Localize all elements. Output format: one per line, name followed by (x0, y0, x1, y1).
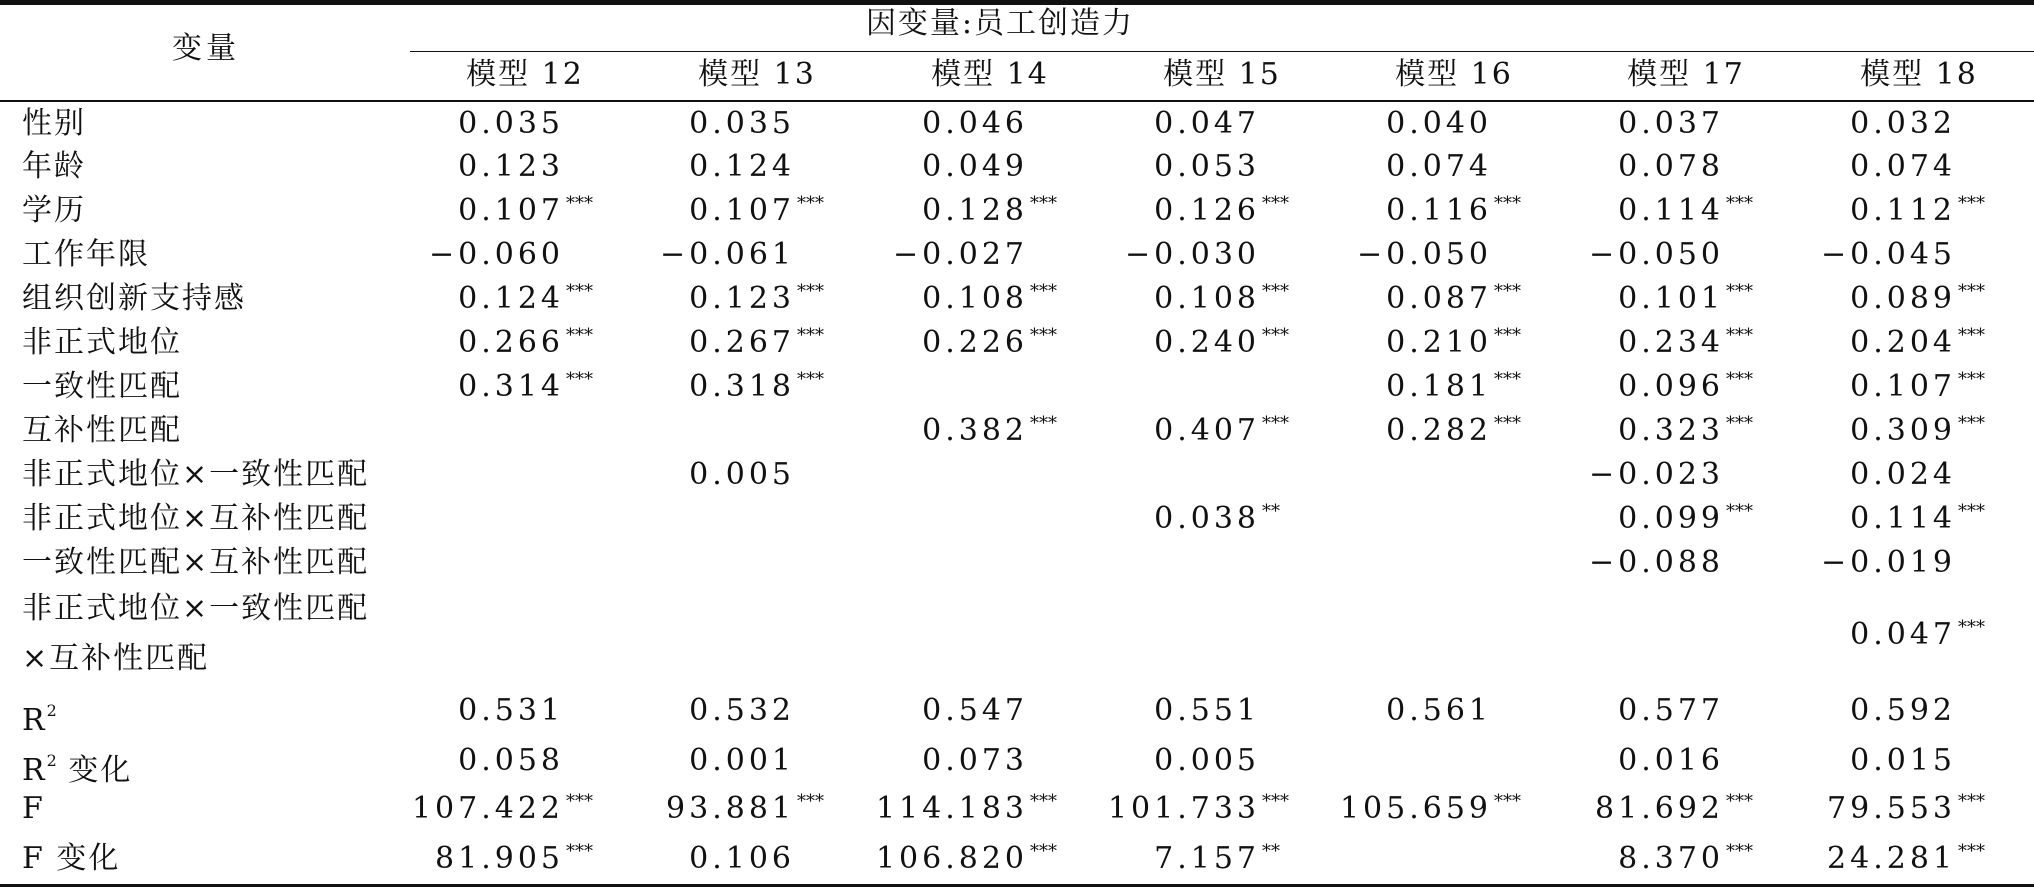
row-label-text: 一致性匹配×互补性匹配 (22, 545, 370, 580)
table-cell (1526, 792, 1770, 826)
row-label-text: 非正式地位×一致性匹配 (22, 457, 370, 492)
significance-marker: *** (1958, 791, 1985, 812)
significance-marker: *** (1726, 841, 1753, 862)
row-label (22, 592, 369, 626)
cell-value: 0.037 (1618, 106, 1724, 141)
significance-marker: *** (1958, 413, 1985, 434)
table-cell (597, 842, 841, 876)
cell-value: 0.107 (458, 193, 564, 228)
significance-marker: *** (1726, 193, 1753, 214)
significance-marker: *** (1262, 413, 1289, 434)
cell-value: 0.053 (1154, 149, 1260, 184)
cell-value: −0.061 (659, 237, 795, 272)
cell-value: 0.204 (1850, 325, 1956, 360)
significance-marker: *** (1958, 369, 1985, 390)
cell-value: 0.210 (1386, 325, 1492, 360)
table-cell (597, 282, 841, 316)
cell-value: 106.820 (875, 841, 1028, 876)
row-label (22, 792, 45, 826)
row-label (22, 370, 182, 404)
cell-value: 0.577 (1618, 693, 1724, 728)
row-label (22, 842, 120, 876)
cell-value: 0.124 (689, 149, 795, 184)
table-cell (1062, 326, 1306, 360)
superscript: 2 (46, 701, 57, 720)
row-label (22, 150, 86, 184)
table-cell (597, 326, 841, 360)
row-label-text: R (22, 753, 47, 788)
table-cell (597, 150, 841, 184)
row-label-text: 非正式地位×一致性匹配 (22, 591, 370, 626)
table-cell (1758, 792, 2002, 826)
significance-marker: *** (1494, 369, 1521, 390)
table-cell (597, 107, 841, 141)
model-header: 模型 16 (1395, 57, 1513, 92)
table-cell (1758, 194, 2002, 228)
row-label-text: R (22, 703, 47, 738)
cell-value: 105.659 (1339, 791, 1492, 826)
significance-marker: *** (1030, 841, 1057, 862)
header-divider (410, 51, 2034, 52)
table-cell (366, 326, 610, 360)
significance-marker: *** (1958, 281, 1985, 302)
significance-marker: *** (566, 325, 593, 346)
significance-marker: *** (1726, 501, 1753, 522)
significance-marker: *** (797, 369, 824, 390)
cell-value: 0.407 (1154, 413, 1260, 448)
table-cell (1062, 792, 1306, 826)
cell-value: 0.181 (1386, 369, 1492, 404)
cell-value: 0.058 (458, 743, 564, 778)
cell-value: 0.267 (689, 325, 795, 360)
table-cell (1758, 694, 2002, 728)
cell-value: 0.047 (1850, 617, 1956, 652)
table-cell (1526, 414, 1770, 448)
row-label (22, 282, 246, 316)
table-cell (597, 458, 841, 492)
cell-value: 0.123 (458, 149, 564, 184)
cell-value: 0.078 (1618, 149, 1724, 184)
cell-value: 0.005 (689, 457, 795, 492)
cell-value: −0.023 (1588, 457, 1724, 492)
table-cell (366, 744, 610, 778)
header-rule (0, 100, 2034, 102)
table-cell (1062, 282, 1306, 316)
table-cell (366, 842, 610, 876)
row-label (22, 502, 369, 536)
table-cell (1526, 326, 1770, 360)
table-cell (1526, 107, 1770, 141)
table-cell (1526, 238, 1770, 272)
cell-value: 0.116 (1386, 193, 1492, 228)
dependent-variable-header: 因变量:员工创造力 (865, 6, 1135, 41)
variable-header: 变量 (172, 31, 240, 66)
cell-value: 0.101 (1618, 281, 1724, 316)
cell-value: 93.881 (666, 791, 795, 826)
row-label-text: F (22, 791, 45, 826)
table-cell (1526, 194, 1770, 228)
table-cell (366, 694, 610, 728)
table-cell (830, 107, 1074, 141)
table-cell (597, 744, 841, 778)
row-label (22, 546, 369, 580)
cell-value: 0.532 (689, 693, 795, 728)
row-label (22, 107, 86, 141)
table-cell (1294, 326, 1538, 360)
cell-value: −0.027 (892, 237, 1028, 272)
cell-value: −0.088 (1588, 545, 1724, 580)
significance-marker: *** (1262, 791, 1289, 812)
cell-value: 0.240 (1154, 325, 1260, 360)
cell-value: 0.123 (689, 281, 795, 316)
superscript: 2 (46, 751, 57, 770)
cell-value: −0.045 (1820, 237, 1956, 272)
cell-value: 0.074 (1386, 149, 1492, 184)
cell-value: 0.114 (1618, 193, 1724, 228)
cell-value: 0.108 (1154, 281, 1260, 316)
significance-marker: *** (566, 281, 593, 302)
significance-marker: *** (1494, 325, 1521, 346)
significance-marker: *** (1494, 791, 1521, 812)
cell-value: 0.047 (1154, 106, 1260, 141)
table-cell (1526, 502, 1770, 536)
significance-marker: *** (797, 791, 824, 812)
significance-marker: *** (1030, 413, 1057, 434)
table-cell (830, 842, 1074, 876)
table-cell (366, 107, 610, 141)
table-cell (1294, 282, 1538, 316)
row-label (22, 744, 132, 788)
table-cell (1526, 370, 1770, 404)
cell-value: 0.323 (1618, 413, 1724, 448)
significance-marker: *** (1958, 325, 1985, 346)
row-label-text: 年龄 (22, 149, 86, 184)
table-cell (830, 326, 1074, 360)
cell-value: 8.370 (1618, 841, 1724, 876)
significance-marker: *** (566, 841, 593, 862)
significance-marker: *** (1726, 281, 1753, 302)
table-cell (1062, 107, 1306, 141)
significance-marker: *** (1030, 791, 1057, 812)
row-label-text: 性别 (22, 106, 86, 141)
table-cell (1294, 107, 1538, 141)
cell-value: 81.905 (435, 841, 564, 876)
cell-value: 0.001 (689, 743, 795, 778)
table-cell (1062, 744, 1306, 778)
table-cell (1294, 194, 1538, 228)
cell-value: 0.099 (1618, 501, 1724, 536)
table-cell (1294, 792, 1538, 826)
significance-marker: *** (1958, 501, 1985, 522)
cell-value: 0.126 (1154, 193, 1260, 228)
table-cell (597, 194, 841, 228)
cell-value: 107.422 (411, 791, 564, 826)
cell-value: 0.035 (458, 106, 564, 141)
table-cell (830, 238, 1074, 272)
table-cell (830, 744, 1074, 778)
table-cell (1062, 150, 1306, 184)
table-cell (1758, 238, 2002, 272)
row-label-text: 学历 (22, 193, 86, 228)
row-label (22, 326, 182, 360)
cell-value: −0.030 (1124, 237, 1260, 272)
model-header: 模型 12 (466, 57, 584, 92)
cell-value: 0.124 (458, 281, 564, 316)
cell-value: 0.592 (1850, 693, 1956, 728)
model-header: 模型 14 (931, 57, 1049, 92)
cell-value: 0.074 (1850, 149, 1956, 184)
cell-value: 7.157 (1154, 841, 1260, 876)
cell-value: 0.128 (922, 193, 1028, 228)
table-cell (1758, 107, 2002, 141)
cell-value: 0.234 (1618, 325, 1724, 360)
table-cell (830, 282, 1074, 316)
table-cell (830, 694, 1074, 728)
significance-marker: *** (1262, 281, 1289, 302)
cell-value: 0.114 (1850, 501, 1956, 536)
significance-marker: *** (1726, 791, 1753, 812)
cell-value: 0.282 (1386, 413, 1492, 448)
table-cell (366, 150, 610, 184)
row-label (22, 194, 86, 228)
row-label-line2: ×互补性匹配 (22, 641, 210, 676)
table-cell (1062, 414, 1306, 448)
significance-marker: *** (1494, 193, 1521, 214)
cell-value: 114.183 (875, 791, 1028, 826)
table-cell (366, 282, 610, 316)
cell-value: 0.314 (458, 369, 564, 404)
row-label (22, 458, 369, 492)
significance-marker: *** (797, 281, 824, 302)
cell-value: 0.049 (922, 149, 1028, 184)
table-cell (1526, 694, 1770, 728)
row-label-text: 非正式地位×互补性匹配 (22, 501, 370, 536)
significance-marker: ** (1262, 501, 1280, 522)
table-cell (1526, 546, 1770, 580)
row-label-text: 组织创新支持感 (22, 281, 246, 316)
cell-value: −0.050 (1588, 237, 1724, 272)
significance-marker: *** (1030, 281, 1057, 302)
cell-value: 0.309 (1850, 413, 1956, 448)
cell-value: 0.561 (1386, 693, 1492, 728)
cell-value: 0.032 (1850, 106, 1956, 141)
table-cell (1758, 618, 2002, 652)
table-cell (1294, 238, 1538, 272)
table-cell (366, 194, 610, 228)
table-cell (1294, 694, 1538, 728)
table-cell (366, 792, 610, 826)
top-rule (0, 0, 2034, 5)
significance-marker: *** (1494, 281, 1521, 302)
cell-value: 0.089 (1850, 281, 1956, 316)
table-cell (1526, 744, 1770, 778)
cell-value: 0.096 (1618, 369, 1724, 404)
cell-value: −0.060 (428, 237, 564, 272)
cell-value: 0.035 (689, 106, 795, 141)
table-cell (1758, 458, 2002, 492)
significance-marker: *** (1030, 193, 1057, 214)
table-cell (366, 238, 610, 272)
table-cell (1758, 150, 2002, 184)
table-cell (1758, 546, 2002, 580)
table-cell (1062, 194, 1306, 228)
cell-value: 24.281 (1827, 841, 1956, 876)
cell-value: 101.733 (1107, 791, 1260, 826)
table-cell (1758, 282, 2002, 316)
row-label-text: 工作年限 (22, 237, 150, 272)
row-label-text: 非正式地位 (22, 325, 182, 360)
table-cell (1062, 238, 1306, 272)
cell-value: 0.112 (1850, 193, 1956, 228)
model-header: 模型 18 (1860, 57, 1978, 92)
cell-value: 0.024 (1850, 457, 1956, 492)
table-cell (1758, 370, 2002, 404)
table-cell (1062, 694, 1306, 728)
significance-marker: *** (566, 369, 593, 390)
significance-marker: *** (566, 791, 593, 812)
table-cell (1526, 458, 1770, 492)
cell-value: 81.692 (1595, 791, 1724, 826)
cell-value: 0.226 (922, 325, 1028, 360)
row-label (22, 238, 150, 272)
row-label-suffix: 变化 (56, 753, 133, 788)
cell-value: 0.108 (922, 281, 1028, 316)
cell-value: 0.040 (1386, 106, 1492, 141)
cell-value: 0.015 (1850, 743, 1956, 778)
table-cell (830, 194, 1074, 228)
significance-marker: *** (1726, 369, 1753, 390)
table-cell (830, 150, 1074, 184)
table-cell (597, 792, 841, 826)
table-cell (1294, 150, 1538, 184)
cell-value: 0.382 (922, 413, 1028, 448)
cell-value: 0.551 (1154, 693, 1260, 728)
table-cell (1758, 744, 2002, 778)
table-cell (1294, 370, 1538, 404)
row-label-text: F 变化 (22, 841, 121, 876)
table-cell (597, 694, 841, 728)
cell-value: 0.087 (1386, 281, 1492, 316)
table-cell (1758, 326, 2002, 360)
cell-value: 0.318 (689, 369, 795, 404)
table-cell (1526, 282, 1770, 316)
row-label (22, 694, 57, 738)
significance-marker: *** (1726, 325, 1753, 346)
table-cell (1062, 842, 1306, 876)
cell-value: −0.050 (1356, 237, 1492, 272)
significance-marker: ** (1262, 841, 1280, 862)
cell-value: 0.073 (922, 743, 1028, 778)
cell-value: 79.553 (1827, 791, 1956, 826)
table-cell (1062, 502, 1306, 536)
significance-marker: *** (566, 193, 593, 214)
cell-value: 0.016 (1618, 743, 1724, 778)
significance-marker: *** (1958, 617, 1985, 638)
table-cell (1526, 150, 1770, 184)
significance-marker: *** (797, 193, 824, 214)
cell-value: −0.019 (1820, 545, 1956, 580)
table-cell (830, 414, 1074, 448)
significance-marker: *** (1030, 325, 1057, 346)
cell-value: 0.107 (1850, 369, 1956, 404)
significance-marker: *** (1958, 193, 1985, 214)
significance-marker: *** (1494, 413, 1521, 434)
table-cell (1758, 414, 2002, 448)
significance-marker: *** (1262, 325, 1289, 346)
row-label (22, 414, 182, 448)
significance-marker: *** (1262, 193, 1289, 214)
model-header: 模型 17 (1627, 57, 1745, 92)
significance-marker: *** (1726, 413, 1753, 434)
table-cell (1758, 842, 2002, 876)
table-cell (366, 370, 610, 404)
cell-value: 0.046 (922, 106, 1028, 141)
significance-marker: *** (797, 325, 824, 346)
table-cell (597, 370, 841, 404)
cell-value: 0.547 (922, 693, 1028, 728)
cell-value: 0.266 (458, 325, 564, 360)
table-cell (1758, 502, 2002, 536)
cell-value: 0.038 (1154, 501, 1260, 536)
model-header: 模型 15 (1163, 57, 1281, 92)
significance-marker: *** (1958, 841, 1985, 862)
table-cell (1526, 842, 1770, 876)
cell-value: 0.005 (1154, 743, 1260, 778)
cell-value: 0.531 (458, 693, 564, 728)
row-label-text: 互补性匹配 (22, 413, 182, 448)
table-cell (1294, 414, 1538, 448)
table-cell (830, 792, 1074, 826)
model-header: 模型 13 (698, 57, 816, 92)
row-label-text: 一致性匹配 (22, 369, 182, 404)
table-cell (597, 238, 841, 272)
cell-value: 0.107 (689, 193, 795, 228)
cell-value: 0.106 (689, 841, 795, 876)
